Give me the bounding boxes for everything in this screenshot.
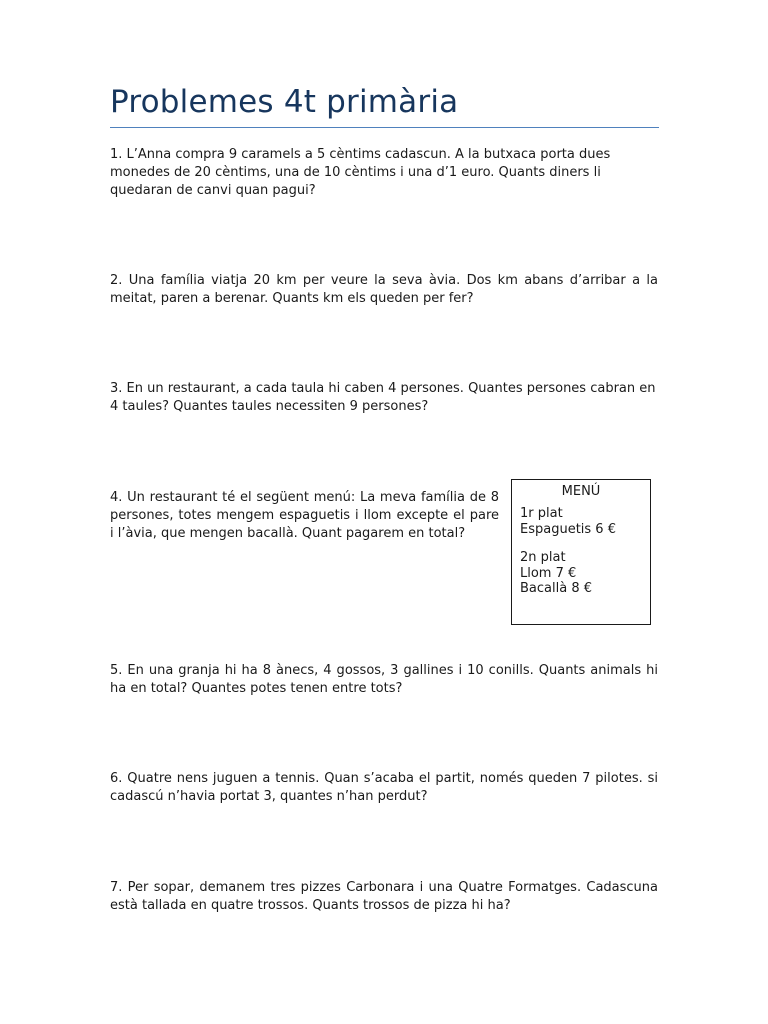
- menu-course-2-heading: 2n plat: [520, 550, 566, 565]
- menu-item-bacalla: Bacallà 8 €: [520, 581, 592, 596]
- menu-box: [511, 479, 651, 625]
- problem-7: 7. Per sopar, demanem tres pizzes Carbonara i una Quatre Formatges. Cadascuna està tallada en quatre trossos. Quants trossos de pizza hi ha?: [110, 880, 658, 913]
- problem-5: 5. En una granja hi ha 8 ànecs, 4 gossos, 3 gallines i 10 conills. Quants animals hi ha en total? Quantes potes tenen entre tots?: [110, 663, 658, 696]
- page-title: Problemes 4t primària: [110, 84, 459, 120]
- problem-4: 4. Un restaurant té el següent menú: La meva família de 8 persones, totes mengem espaguetis i llom excepte el pare i l’àvia, que mengen bacallà. Quant pagarem en total?: [110, 490, 499, 541]
- menu-course-1-heading: 1r plat: [520, 506, 563, 521]
- problem-2: 2. Una família viatja 20 km per veure la seva àvia. Dos km abans d’arribar a la meitat, paren a berenar. Quants km els queden per fer?: [110, 273, 658, 306]
- problem-1: 1. L’Anna compra 9 caramels a 5 cèntims cadascun. A la butxaca porta dues monedes de 20 cèntims, una de 10 cèntims i una d’1 euro. Quants diners li quedaran de canvi quan pagui?: [110, 147, 611, 198]
- menu-item-espaguetis: Espaguetis 6 €: [520, 522, 616, 537]
- problem-6: 6. Quatre nens juguen a tennis. Quan s’acaba el partit, només queden 7 pilotes. si cadascú n’havia portat 3, quantes n’han perdut?: [110, 771, 658, 804]
- menu-item-llom: Llom 7 €: [520, 566, 577, 581]
- menu-title: MENÚ: [561, 484, 601, 499]
- title-underline: [110, 127, 659, 128]
- problem-3: 3. En un restaurant, a cada taula hi caben 4 persones. Quantes persones cabran en 4 taules? Quantes taules necessiten 9 persones?: [110, 381, 656, 414]
